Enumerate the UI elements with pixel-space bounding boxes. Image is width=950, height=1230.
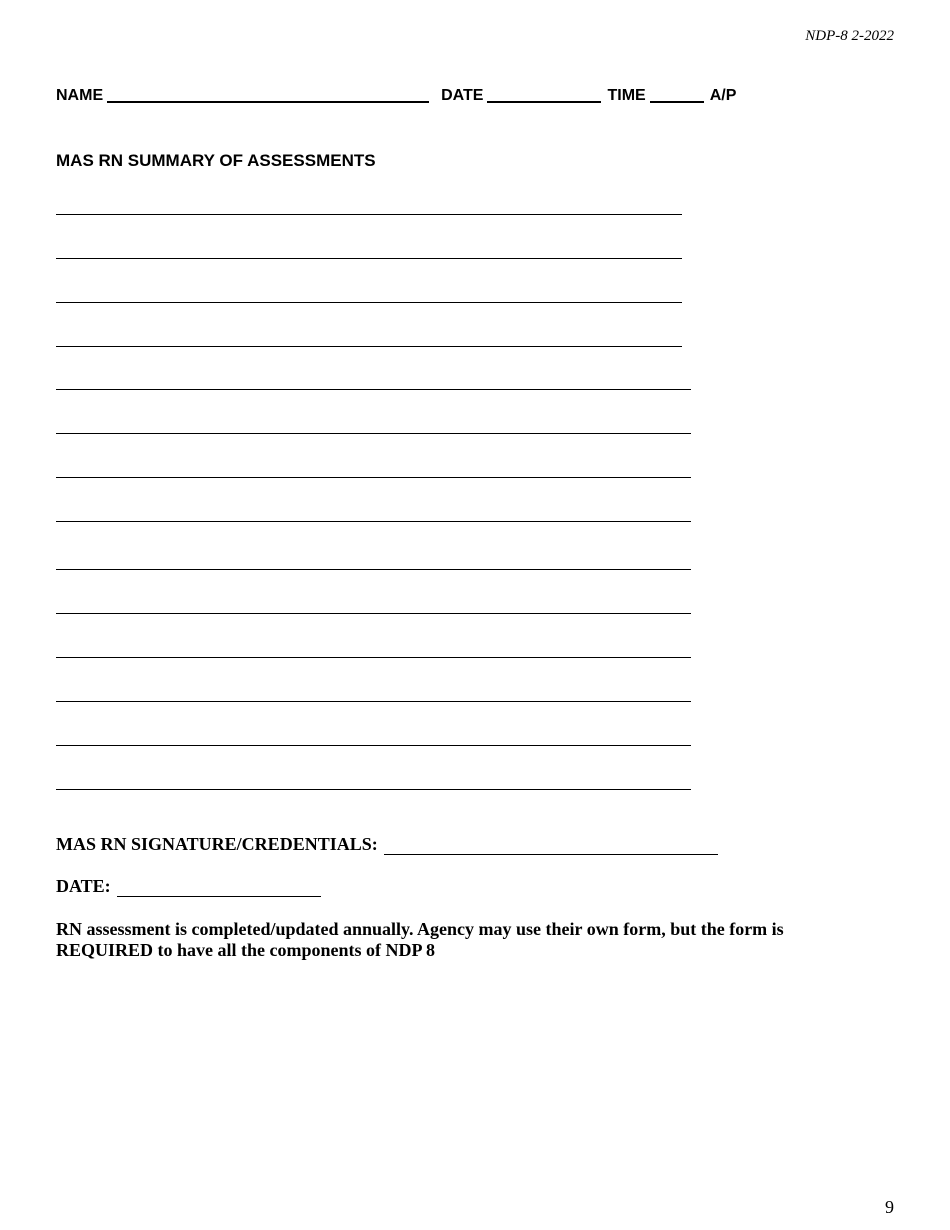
date-label: DATE <box>441 87 484 104</box>
summary-line[interactable] <box>56 258 682 259</box>
signature-label: MAS RN SIGNATURE/CREDENTIALS: <box>56 834 378 854</box>
summary-line[interactable] <box>56 657 691 658</box>
page-number: 9 <box>885 1197 894 1217</box>
name-label: NAME <box>56 87 104 104</box>
summary-line[interactable] <box>56 214 682 215</box>
summary-line[interactable] <box>56 745 691 746</box>
summary-line[interactable] <box>56 302 682 303</box>
signature-field[interactable] <box>384 838 718 855</box>
summary-line[interactable] <box>56 701 691 702</box>
section-title: MAS RN SUMMARY OF ASSESSMENTS <box>56 151 376 170</box>
time-label: TIME <box>607 87 646 104</box>
summary-line[interactable] <box>56 477 691 478</box>
signature-date-row <box>56 876 321 897</box>
ampm-label: A/P <box>709 87 737 104</box>
summary-line[interactable] <box>56 389 691 390</box>
summary-line[interactable] <box>56 521 691 522</box>
summary-line[interactable] <box>56 789 691 790</box>
form-code: NDP-8 2-2022 <box>805 28 894 44</box>
signature-date-field[interactable] <box>117 880 321 897</box>
summary-line[interactable] <box>56 346 682 347</box>
signature-date-label: DATE: <box>56 876 111 896</box>
assessment-note: RN assessment is completed/updated annually. Agency may use their own form, but the form is REQUIRED to have all the components of NDP 8 <box>56 919 784 960</box>
signature-row <box>56 834 718 855</box>
summary-line[interactable] <box>56 569 691 570</box>
summary-line[interactable] <box>56 433 691 434</box>
summary-line[interactable] <box>56 613 691 614</box>
